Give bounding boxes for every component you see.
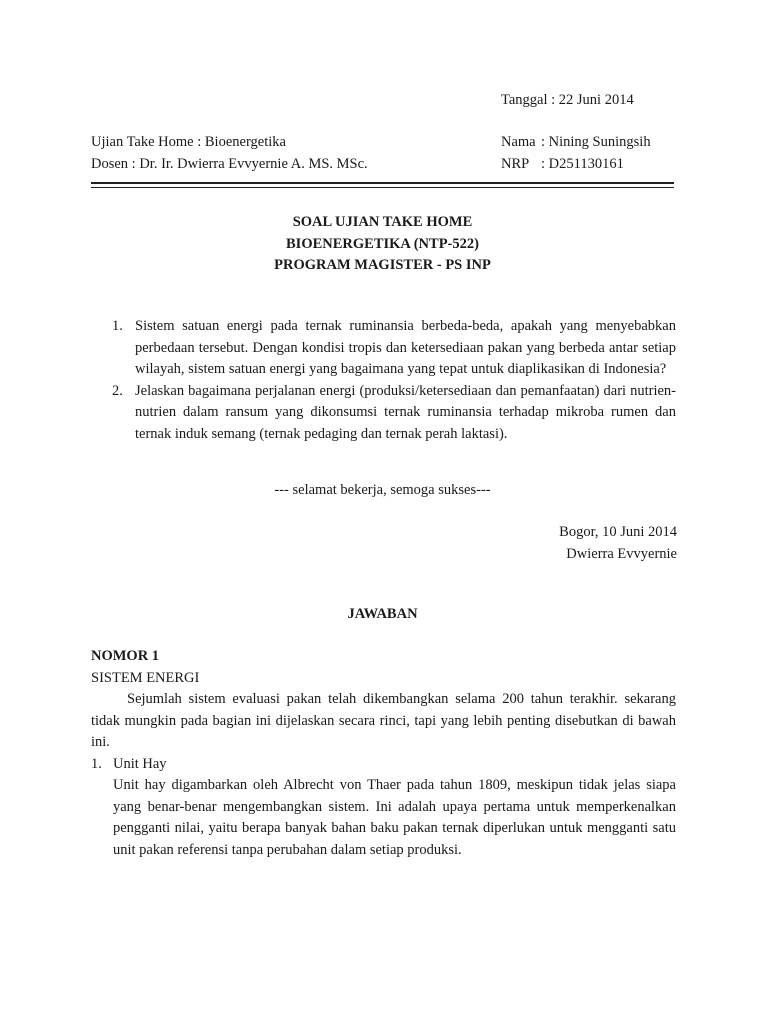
- answer-item-title: Unit Hay: [113, 755, 167, 772]
- answer-item-number: 1.: [91, 755, 102, 772]
- course-info: [91, 132, 368, 175]
- lecturer-name: Dosen : Dr. Ir. Dwierra Evvyernie A. MS. MSc.: [91, 155, 368, 172]
- signoff-block: [559, 522, 677, 565]
- student-name-value: : Nining Suningsih: [541, 134, 651, 150]
- answer-section-subheading: SISTEM ENERGI: [91, 669, 200, 686]
- question-number: 2.: [112, 382, 123, 399]
- exam-heading-line-1: SOAL UJIAN TAKE HOME: [292, 214, 473, 230]
- exam-date: Tanggal : 22 Juni 2014: [501, 92, 634, 108]
- student-nrp-value: : D251130161: [541, 155, 624, 172]
- question-number: 1.: [112, 318, 123, 334]
- signoff-name: Dwierra Evvyernie: [566, 545, 677, 562]
- exam-heading: [91, 212, 674, 277]
- answer-item-body: Unit hay digambarkan oleh Albrecht von Thaer pada tahun 1809, meskipun tidak jelas siapa yang benar-benar mengembangkan sistem. Ini adalah upaya pertama untuk memperkenalkan pengganti nilai, yaitu berapa banyak bahan baku pakan ternak diperlukan untuk mengganti satu unit pakan referensi tanpa perubahan dalam setiap produksi.: [113, 777, 676, 858]
- question-item: [91, 381, 676, 446]
- signoff-place-date: Bogor, 10 Juni 2014: [559, 524, 677, 540]
- answer-list-item: [91, 754, 676, 776]
- exam-heading-line-3: PROGRAM MAGISTER - PS INP: [274, 257, 491, 273]
- answer-section-heading: NOMOR 1: [91, 648, 160, 664]
- student-info: [501, 132, 651, 175]
- question-text: Jelaskan bagaimana perjalanan energi (produksi/ketersediaan dan pemanfaatan) dari nutrien-nutrien dalam ransum yang dikonsumsi ternak ruminansia terhadap mikroba rumen dan ternak induk semang (ternak pedaging dan ternak perah laktasi).: [135, 382, 676, 442]
- answers-title: JAWABAN: [347, 606, 418, 622]
- student-nrp-label: NRP: [501, 155, 530, 172]
- exam-title: Ujian Take Home : Bioenergetika: [91, 134, 286, 150]
- answer-section: [91, 646, 676, 861]
- question-list: [91, 316, 676, 445]
- student-nrp-row: [501, 154, 651, 176]
- answer-intro-paragraph: Sejumlah sistem evaluasi pakan telah dikembangkan selama 200 tahun terakhir. sekarang tidak mungkin pada bagian ini dijelaskan secara rinci, tapi yang lebih penting disebutkan di bawah ini.: [91, 691, 676, 750]
- header-divider-thick: [91, 182, 674, 184]
- question-text: Sistem satuan energi pada ternak ruminansia berbeda-beda, apakah yang menyebabkan perbedaan tersebut. Dengan kondisi tropis dan ketersediaan pakan yang berbeda antar setiap wilayah, sistem satuan energi yang bagaimana yang tepat untuk diaplikasikan di Indonesia?: [135, 318, 676, 377]
- question-item: [91, 316, 676, 381]
- student-name-label: Nama: [501, 134, 536, 150]
- student-name-row: [501, 132, 651, 154]
- exam-heading-line-2: BIOENERGETIKA (NTP-522): [286, 235, 479, 252]
- closing-message: --- selamat bekerja, semoga sukses---: [274, 482, 491, 498]
- header-divider-thin: [91, 187, 674, 188]
